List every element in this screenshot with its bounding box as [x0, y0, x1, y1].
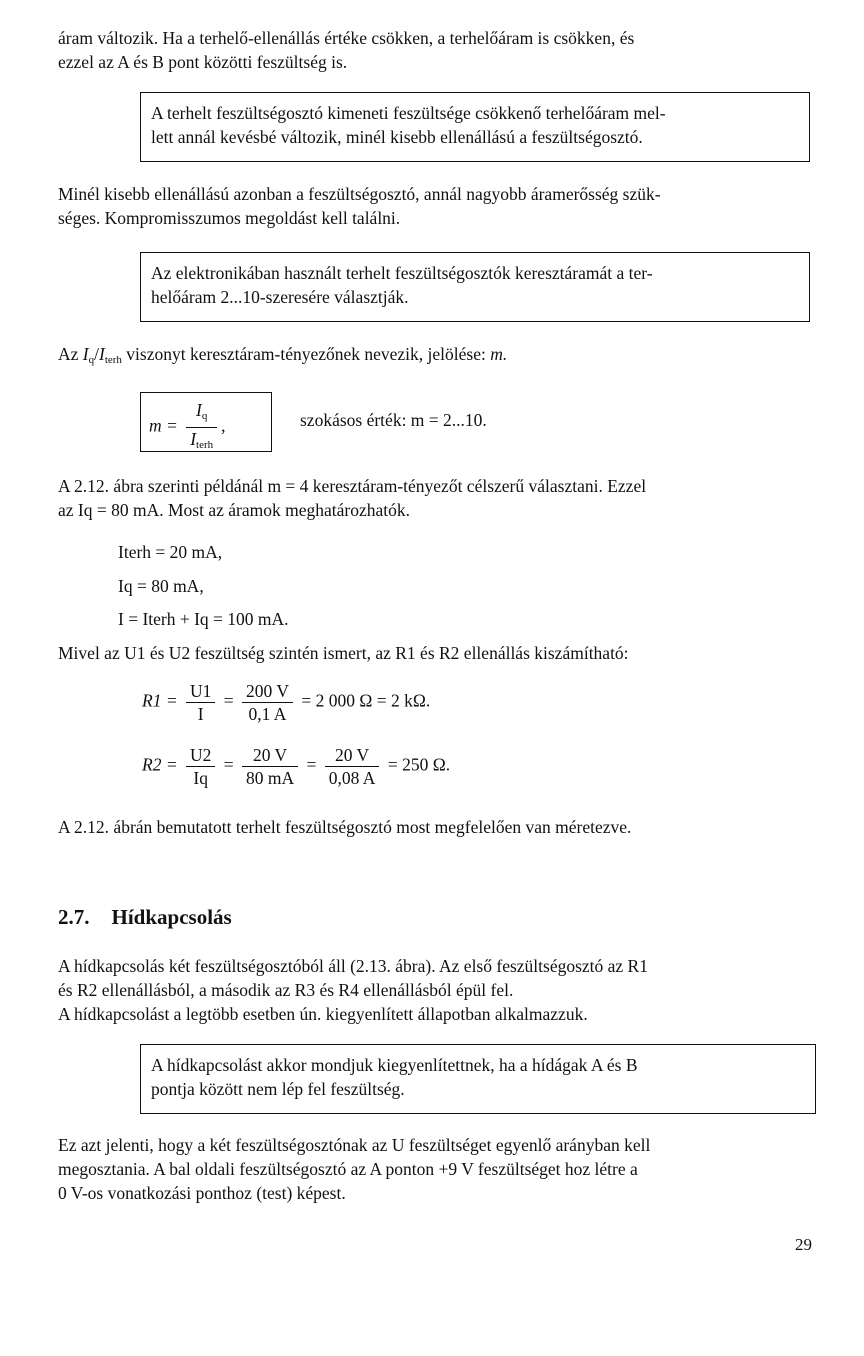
box-2-text: Az elektronikában használt terhelt feszültségosztók keresztáramát a ter- helőáram 2...10-szeresére választják. [151, 263, 653, 307]
highlight-box-3 [140, 1044, 816, 1114]
highlight-box-1 [140, 92, 810, 162]
section-heading: 2.7. Hídkapcsolás [58, 905, 232, 929]
paragraph-compromise: Minél kisebb ellenállású azonban a feszültségosztó, annál nagyobb áramerősség szük- séges. Kompromisszumos megoldást kell találni. [58, 184, 661, 228]
box-1-text: A terhelt feszültségosztó kimeneti feszültsége csökkenő terhelőáram mel- lett annál kevésbé változik, minél kisebb ellenállású a feszültségosztó. [151, 103, 666, 147]
paragraph-bridge: A hídkapcsolás két feszültségosztóból áll (2.13. ábra). Az első feszültségosztó az R1 és R2 ellenállásból, a második az R3 és R4 ellenállásból épül fel. A hídkapcsolást a legtöbb esetben ún. kiegyenlített állapotban alkalmazzuk. [58, 956, 648, 1024]
paragraph-resistors: Mivel az U1 és U2 feszültség szintén ismert, az R1 és R2 ellenállás kiszámítható: [58, 643, 629, 663]
box-3-text: A hídkapcsolást akkor mondjuk kiegyenlítettnek, ha a hídágak A és B pontja között nem lép fel feszültség. [151, 1055, 638, 1099]
page-number: 29 [795, 1235, 812, 1254]
paragraph-example: A 2.12. ábra szerinti példánál m = 4 keresztáram-tényezőt célszerű választani. Ezzel az Iq = 80 mA. Most az áramok meghatározhatók. [58, 476, 647, 520]
formula-box-m [140, 392, 272, 452]
paragraph-conclusion: A 2.12. ábrán bemutatott terhelt feszültségosztó most megfelelően van méretezve. [58, 817, 632, 837]
paragraph-intro: áram változik. Ha a terhelő-ellenállás értéke csökken, a terhelőáram is csökken, és ezzel az A és B pont közötti feszültség is. [58, 28, 635, 72]
paragraph-ratio: Az $I_q/I_{terh}$ viszonyt keresztáram-tényezőnek nevezik, jelölése: m. [58, 344, 508, 366]
calc-line-1: Iterh = 20 mA, [118, 542, 223, 562]
typical-value: szokásos érték: m = 2...10. [300, 410, 487, 430]
highlight-box-2 [140, 252, 810, 322]
calc-line-3: I = Iterh + Iq = 100 mA. [118, 609, 289, 629]
equation-r2: R2 = $\frac{U2}{Iq}$ = $\frac{20 V}{80 mA}$ = $\frac{20 V}{0,08 A}$ = 250 Ω. [142, 745, 451, 788]
formula-m: m = $\frac{I_q}{I_{terh}}$ , [149, 400, 226, 451]
paragraph-meaning: Ez azt jelenti, hogy a két feszültségosztónak az U feszültséget egyenlő arányban kell megosztania. A bal oldali feszültségosztó az A ponton +9 V feszültséget hoz létre a 0 V-os vonatkozási ponthoz (test) képest. [58, 1135, 651, 1203]
calc-line-2: Iq = 80 mA, [118, 576, 204, 596]
equation-r1: R1 = $\frac{U1}{I}$ = $\frac{200 V}{0,1 A}$ = 2 000 Ω = 2 kΩ. [142, 681, 431, 724]
